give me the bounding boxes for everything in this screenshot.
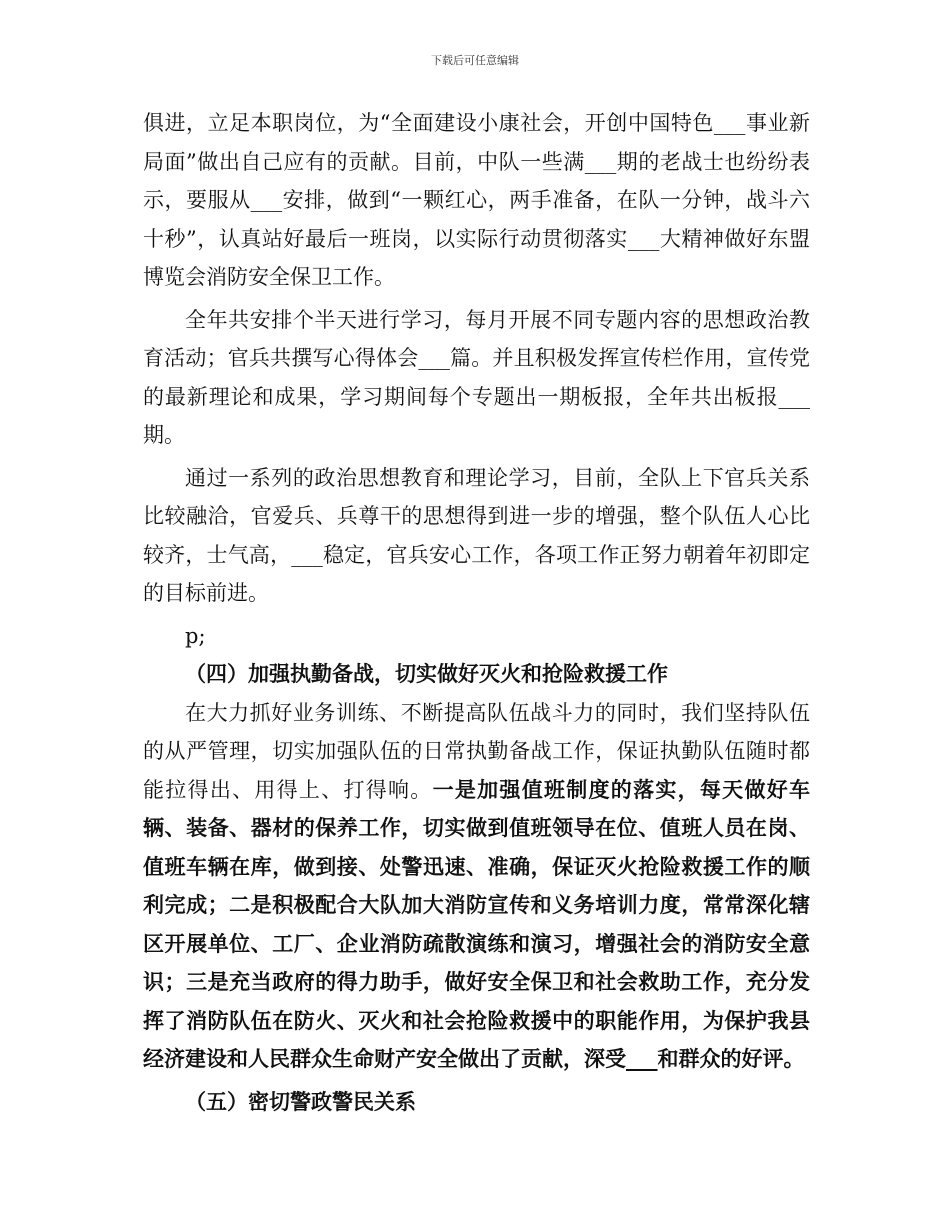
paragraph-5 [143, 694, 810, 1079]
paragraph-1: 俱进，立足本职岗位，为“全面建设小康社会，开创中国特色___事业新局面”做出自己应有的贡献。目前，中队一些满___期的老战士也纷纷表示，要服从___安排，做到“一颗红心，两手准备，在队一分钟，战斗六十秒”，认真站好最后一班岗，以实际行动贯彻落实___大精神做好东盟博览会消防安全保卫工作。 [143, 111, 810, 289]
paragraph-2: 全年共安排个半天进行学习，每月开展不同专题内容的思想政治教育活动；官兵共撰写心得体会___篇。并且积极发挥宣传栏作用，宣传党的最新理论和成果，学习期间每个专题出一期板报，全年共出板报___期。 [143, 307, 810, 447]
paragraph-3: 通过一系列的政治思想教育和理论学习，目前，全队上下官兵关系比较融洽，官爱兵、兵尊干的思想得到进一步的增强，整个队伍人心比较齐，士气高，___稳定，官兵安心工作，各项工作正努力朝着年初即定的目标前进。 [143, 465, 810, 605]
paragraph-5-normal: 在大力抓好业务训练、不断提高队伍战斗力的同时，我们坚持队伍的从严管理，切实加强队伍的日常执勤备战工作，保证执勤队伍随时都能拉得出、用得上、打得响。 [143, 700, 810, 802]
paragraph-5-bold: 一是加强值班制度的落实，每天做好车辆、装备、器材的保养工作，切实做到值班领导在位、值班人员在岗、值班车辆在库，做到接、处警迅速、准确，保证灭火抢险救援工作的顺利完成；二是积极配合大队加大消防宣传和义务培训力度，常常深化辖区开展单位、工厂、企业消防疏散演练和演习，增强社会的消防安全意识；三是充当政府的得力助手，做好安全保卫和社会救助工作，充分发挥了消防队伍在防火、灭火和社会抢险救援中的职能作用，为保护我县经济建设和人民群众生命财产安全做出了贡献，深受___和群众的好评。 [143, 776, 811, 1071]
page-header: 下载后可任意编辑 [431, 54, 519, 67]
section-heading-4: （四）加强执勤备战，切实做好灭火和抢险救援工作 [185, 661, 668, 686]
paragraph-4: p; [185, 623, 206, 648]
document-body [143, 104, 810, 1121]
section-heading-5: （五）密切警政警民关系 [185, 1088, 416, 1114]
